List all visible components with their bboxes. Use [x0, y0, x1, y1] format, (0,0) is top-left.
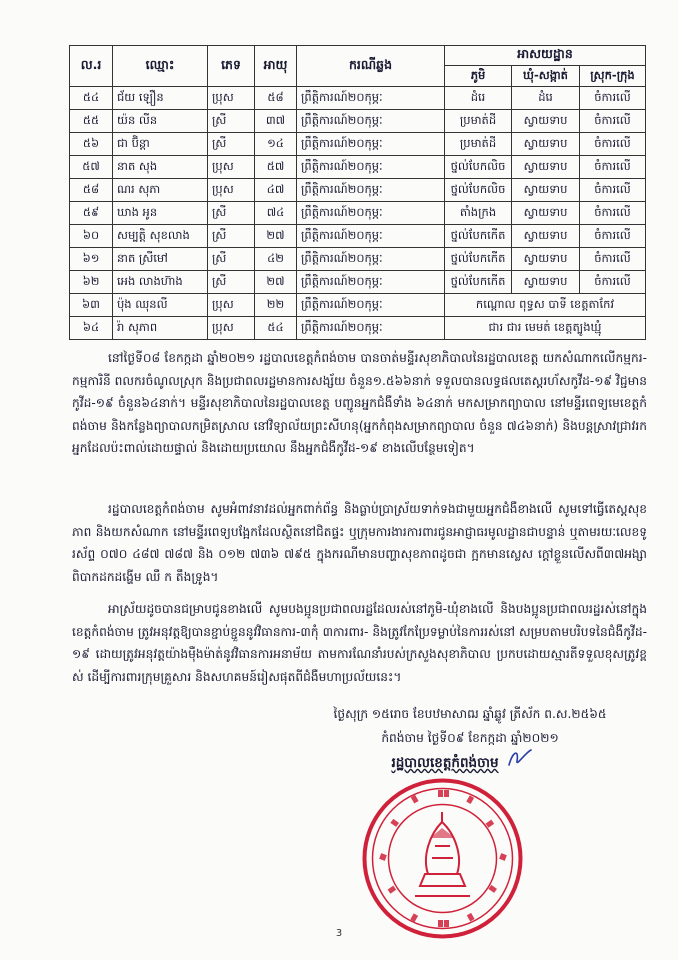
issuing-authority: រដ្ឋបាលខេត្តកំពង់ចាម [391, 755, 499, 771]
official-seal-icon [360, 776, 525, 941]
cell-age: ២៧ [255, 225, 297, 248]
cell-name: អេង លាងហ៊ាង [113, 271, 208, 294]
cell-sex: ស្រី [208, 225, 255, 248]
cell-address-full: ជារ ជារ មេមត់ ខេត្តត្បូងឃ្មុំ [445, 317, 646, 340]
cell-case: ព្រឹត្តិការណ៍២០កុម្ភៈ [297, 317, 445, 340]
cell-village: ថ្នល់បែកលិច [445, 156, 512, 179]
cell-name: រ៉ា សុភាព [113, 317, 208, 340]
cell-case: ព្រឹត្តិការណ៍២០កុម្ភៈ [297, 202, 445, 225]
cell-name: ប៉ុង ឈុនលី [113, 294, 208, 317]
col-header-address: អាសយដ្ឋាន [445, 46, 646, 66]
cell-commune: ស្វាយទាប [512, 133, 580, 156]
cell-no: ៦០ [70, 225, 113, 248]
cell-case: ព្រឹត្តិការណ៍២០កុម្ភៈ [297, 271, 445, 294]
cell-no: ៥៤ [70, 87, 113, 110]
cell-case: ព្រឹត្តិការណ៍២០កុម្ភៈ [297, 248, 445, 271]
cell-commune: ស្វាយទាប [512, 248, 580, 271]
page-number: 3 [335, 928, 343, 939]
col-header-age: អាយុ [255, 46, 297, 87]
solar-date: កំពង់ចាម ថ្ងៃទី០៩ ខែកក្កដា ឆ្នាំ២០២១ [381, 731, 559, 745]
paragraph-guidance [72, 598, 647, 688]
cell-age: ២២ [255, 294, 297, 317]
cell-case: ព្រឹត្តិការណ៍២០កុម្ភៈ [297, 294, 445, 317]
col-header-district: ស្រុក-ក្រុង [580, 66, 646, 87]
cell-commune: ស្វាយទាប [512, 202, 580, 225]
table-row [70, 110, 646, 133]
cell-district: ចំការលើ [580, 179, 646, 202]
cell-commune: ដំរេ [512, 87, 580, 110]
signature-icon [505, 747, 535, 771]
cell-district: ចំការលើ [580, 271, 646, 294]
cell-village: ថ្នល់បែកកើត [445, 271, 512, 294]
cell-age: ៥៨ [255, 87, 297, 110]
lunar-date: ថ្ងៃសុក្រ ១៥រោច ខែបឋមាសាឍ ឆ្នាំឆ្លូវ ត្រីស័ក ព.ស.២៥៦៥ [333, 707, 607, 721]
cell-village: ថ្នល់បែកកើត [445, 248, 512, 271]
cell-district: ចំការលើ [580, 110, 646, 133]
cell-village: ប្រមាត់ដី [445, 133, 512, 156]
cell-no: ៥៧ [70, 156, 113, 179]
cell-name: ណរ សុភា [113, 179, 208, 202]
cell-district: ចំការលើ [580, 133, 646, 156]
cell-sex: ប្រុស [208, 156, 255, 179]
cell-name: ជ័យ ឡឿន [113, 87, 208, 110]
cell-sex: ស្រី [208, 248, 255, 271]
cell-name: ឃាង អូន [113, 202, 208, 225]
cell-village: តាំងក្រង [445, 202, 512, 225]
paragraph-text: រដ្ឋបាលខេត្តកំពង់ចាម សូមអំពាវនាវដល់អ្នកពាក់ព័ន្ធ និងធ្លាប់ប្រាស្រ័យទាក់ទងជាមួយអ្នកជំងឺខាងលើ សូមទៅធ្វើតេស្តសុខភាព និងយកសំណាក នៅមន្ទីរពេទ្យបង្អែកដែលស្ថិតនៅជិតផ្ទះ ឬក្រុមការងារការពារជូនអាជ្ញាធរមូលដ្ឋានជាបន្ទាន់ ឬតាមរយៈលេខទូរស័ព្ទ ០៧០ ៤៨៧ ៧៨៧ និង ០១២ ៧៣៦ ៧៩៥ ក្នុងករណីមានបញ្ហាសុខភាពដូចជា ក្អកមានស្លេស ក្ដៅខ្លួនលើសពី៣៧អង្សា ពិបាកដកដង្ហើម ឈឺ ក តឹងទ្រូង។ [72, 502, 647, 584]
cell-district: ចំការលើ [580, 156, 646, 179]
cell-age: ១៤ [255, 133, 297, 156]
cell-case: ព្រឹត្តិការណ៍២០កុម្ភៈ [297, 179, 445, 202]
cell-district: ចំការលើ [580, 87, 646, 110]
table-row [70, 294, 646, 317]
cell-case: ព្រឹត្តិការណ៍២០កុម្ភៈ [297, 87, 445, 110]
cell-sex: ស្រី [208, 110, 255, 133]
cell-name: សម្បត្តិ សុខលាង [113, 225, 208, 248]
cell-district: ចំការលើ [580, 248, 646, 271]
table-row [70, 317, 646, 340]
cell-sex: ប្រុស [208, 294, 255, 317]
cell-sex: ប្រុស [208, 87, 255, 110]
cell-commune: ស្វាយទាប [512, 179, 580, 202]
cell-age: ៥៤ [255, 317, 297, 340]
col-header-commune: ឃុំ-សង្កាត់ [512, 66, 580, 87]
cell-no: ៥៩ [70, 202, 113, 225]
cell-no: ៥៥ [70, 110, 113, 133]
cell-commune: ស្វាយទាប [512, 156, 580, 179]
cell-commune: ស្វាយទាប [512, 225, 580, 248]
cell-no: ៥៨ [70, 179, 113, 202]
table-row [70, 202, 646, 225]
col-header-village: ភូមិ [445, 66, 512, 87]
table-row [70, 87, 646, 110]
cell-village: ដំរេ [445, 87, 512, 110]
cell-age: ៥៧ [255, 156, 297, 179]
cell-age: ៣៧ [255, 110, 297, 133]
table-row [70, 271, 646, 294]
col-header-no: ល.រ [70, 46, 113, 87]
cell-commune: ស្វាយទាប [512, 271, 580, 294]
col-header-sex: ភេទ [208, 46, 255, 87]
table-row [70, 225, 646, 248]
cell-age: ២៧ [255, 271, 297, 294]
table-row [70, 248, 646, 271]
cell-case: ព្រឹត្តិការណ៍២០កុម្ភៈ [297, 133, 445, 156]
table-row [70, 133, 646, 156]
cell-sex: ប្រុស [208, 317, 255, 340]
paragraph-appeal [72, 498, 647, 588]
cell-case: ព្រឹត្តិការណ៍២០កុម្ភៈ [297, 110, 445, 133]
cell-sex: ស្រី [208, 133, 255, 156]
cell-district: ចំការលើ [580, 225, 646, 248]
cell-no: ៦២ [70, 271, 113, 294]
cell-sex: ស្រី [208, 271, 255, 294]
paragraph-text: អាស្រ័យដូចបានជម្រាបជូនខាងលើ សូមបងប្អូនប្រជាពលរដ្ឋដែលរស់នៅភូមិ-ឃុំខាងលើ និងបងប្អូនប្រជាពលរដ្ឋរស់នៅក្នុងខេត្តកំពង់ចាម ត្រូវអនុវត្តឱ្យបានខ្ជាប់ខ្ជួននូវវិធានការ-៣កុំ ៣ការពារ- និងត្រូវកែប្រែទម្លាប់នៃការរស់នៅ សម្របតាមបរិបទនៃជំងឺកូវីដ-១៩ ដោយត្រូវអនុវត្តយ៉ាងម៉ឺងម៉ាត់នូវវិធានការអនាម័យ តាមការណែនាំរបស់ក្រសួងសុខាភិបាល ប្រកបដោយស្មារតីទទួលខុសត្រូវខ្ពស់ ដើម្បីការពារក្រុមគ្រួសារ និងសហគមន៍រៀសផុតពីជំងឺមហាប្រល័យនេះ។ [72, 602, 647, 684]
cell-no: ៥៦ [70, 133, 113, 156]
col-header-name: ឈ្មោះ [113, 46, 208, 87]
cell-name: ជា ប៊ិន្ដា [113, 133, 208, 156]
cell-village: ប្រមាត់ដី [445, 110, 512, 133]
cell-no: ៦៤ [70, 317, 113, 340]
cell-commune: ស្វាយទាប [512, 110, 580, 133]
table-row [70, 156, 646, 179]
cell-age: ៧៤ [255, 202, 297, 225]
case-table [69, 45, 646, 340]
cell-age: ៤២ [255, 248, 297, 271]
cell-address-full: កណ្ដោល ពុទ្ធស បាទី ខេត្តតាកែវ [445, 294, 646, 317]
cell-district: ចំការលើ [580, 202, 646, 225]
cell-name: នាត សុង [113, 156, 208, 179]
cell-no: ៦៣ [70, 294, 113, 317]
cell-sex: ប្រុស [208, 179, 255, 202]
cell-age: ៤៧ [255, 179, 297, 202]
cell-village: ថ្នល់បែកកើត [445, 225, 512, 248]
table-row [70, 179, 646, 202]
paragraph-announcement [72, 347, 647, 460]
cell-name: នាត ស្រីមៅ [113, 248, 208, 271]
cell-sex: ស្រី [208, 202, 255, 225]
cell-no: ៦១ [70, 248, 113, 271]
cell-village: ថ្នល់បែកលិច [445, 179, 512, 202]
cell-case: ព្រឹត្តិការណ៍២០កុម្ភៈ [297, 156, 445, 179]
cell-name: យ៉ន លីន [113, 110, 208, 133]
paragraph-text: នៅថ្ងៃទី០៨ ខែកក្កដា ឆ្នាំ២០២១ រដ្ឋបាលខេត្តកំពង់ចាម បានចាត់មន្ទីរសុខាភិបាលនៃរដ្ឋបាលខេត្ត យកសំណាកលើកម្មករ-កម្មការិនី ពលករចំណូលស្រុក និងប្រជាពលរដ្ឋមានការសង្ស័យ ចំនួន១.៥៦៦នាក់ ទទួលបានលទ្ធផលតេស្តរហ័សកូវីដ-១៩ វិជ្ជមានកូវីដ-១៩ ចំនួន៦៤នាក់។ មន្ទីរសុខាភិបាលនៃរដ្ឋបាលខេត្ត បញ្ជូនអ្នកជំងឺទាំង ៦៤នាក់ មកសម្រាកព្យាបាល នៅមន្ទីរពេទ្យមេខេត្តកំពង់ចាម និងកន្លែងព្យាបាលកម្រិតស្រាល នៅវិទ្យាល័យព្រះសីហនុ(អ្នកកំពុងសម្រាកព្យាបាល ចំនួន ៧៤៦នាក់) និងបន្តស្រាវជ្រាវរកអ្នកដែលប៉ះពាល់ដោយផ្ទាល់ និងដោយប្រយោល នឹងអ្នកជំងឺកូវីដ-១៩ ខាងលើបន្ថែមទៀត។ [72, 351, 647, 455]
col-header-case: ករណីឆ្លង [297, 46, 445, 87]
cell-case: ព្រឹត្តិការណ៍២០កុម្ភៈ [297, 225, 445, 248]
